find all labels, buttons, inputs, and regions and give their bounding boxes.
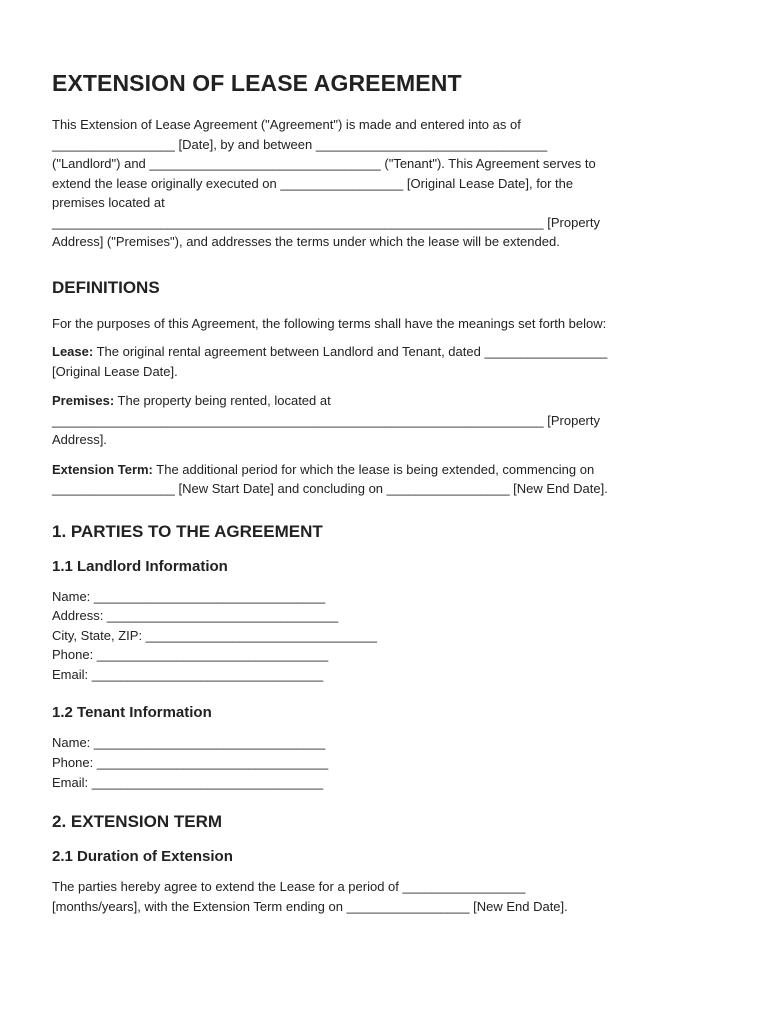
definition-term: Lease: bbox=[52, 344, 94, 359]
definition-line: ____________________________________________________________________ [Property bbox=[52, 412, 600, 428]
document-page bbox=[52, 70, 720, 916]
landlord-email-field: Email: ________________________________ bbox=[52, 666, 324, 682]
intro-line: _________________ [Date], by and between ________________________________ bbox=[52, 136, 548, 152]
landlord-fields bbox=[52, 587, 720, 685]
definition-text: The property being rented, located at bbox=[114, 393, 331, 408]
definition-line: Address]. bbox=[52, 432, 107, 447]
intro-line: extend the lease originally executed on _________________ [Original Lease Date], for the bbox=[52, 175, 574, 191]
definition-line: _________________ [New Start Date] and concluding on _________________ [New End Date]. bbox=[52, 481, 608, 496]
tenant-name-field: Name: ________________________________ bbox=[52, 735, 326, 751]
section-2-heading: 2. EXTENSION TERM bbox=[52, 812, 223, 832]
duration-line: The parties hereby agree to extend the Lease for a period of _________________ bbox=[52, 879, 526, 895]
landlord-phone-field: Phone: ________________________________ bbox=[52, 647, 329, 663]
landlord-name-field: Name: ________________________________ bbox=[52, 588, 326, 604]
tenant-email-field: Email: ________________________________ bbox=[52, 774, 324, 790]
intro-line: premises located at bbox=[52, 195, 165, 210]
landlord-city-field: City, State, ZIP: ________________________________ bbox=[52, 627, 378, 643]
definitions-lead: For the purposes of this Agreement, the following terms shall have the meanings set forth below: bbox=[52, 315, 607, 331]
landlord-info-heading: 1.1 Landlord Information bbox=[52, 557, 228, 575]
tenant-info-heading: 1.2 Tenant Information bbox=[52, 704, 212, 722]
section-1-heading: 1. PARTIES TO THE AGREEMENT bbox=[52, 521, 323, 541]
definition-line bbox=[52, 460, 720, 480]
document-title: EXTENSION OF LEASE AGREEMENT bbox=[52, 70, 462, 96]
definition-premises bbox=[52, 391, 720, 450]
definition-line bbox=[52, 342, 720, 362]
definition-text: The original rental agreement between Landlord and Tenant, dated _________________ bbox=[93, 344, 608, 359]
definitions-heading: DEFINITIONS bbox=[52, 277, 160, 297]
intro-line: ("Landlord") and ________________________________ ("Tenant"). This Agreement serves to bbox=[52, 156, 596, 171]
landlord-address-field: Address: ________________________________ bbox=[52, 608, 339, 624]
tenant-fields bbox=[52, 733, 720, 792]
definition-extension-term bbox=[52, 460, 720, 499]
intro-line: Address] ("Premises"), and addresses the terms under which the lease will be extended. bbox=[52, 234, 560, 249]
duration-heading: 2.1 Duration of Extension bbox=[52, 848, 233, 866]
definition-line bbox=[52, 391, 720, 411]
intro-line: This Extension of Lease Agreement ("Agreement") is made and entered into as of bbox=[52, 117, 521, 132]
definition-term: Extension Term: bbox=[52, 461, 153, 477]
duration-paragraph bbox=[52, 877, 720, 916]
definition-text: The additional period for which the lease is being extended, commencing on bbox=[152, 461, 595, 477]
tenant-phone-field: Phone: ________________________________ bbox=[52, 755, 329, 771]
definition-term: Premises: bbox=[52, 393, 115, 408]
intro-paragraph bbox=[52, 115, 720, 252]
definition-lease bbox=[52, 342, 720, 381]
definition-line: [Original Lease Date]. bbox=[52, 363, 178, 379]
intro-line: ____________________________________________________________________ [Property bbox=[52, 214, 600, 230]
duration-line: [months/years], with the Extension Term ending on _________________ [New End Date]. bbox=[52, 898, 568, 914]
